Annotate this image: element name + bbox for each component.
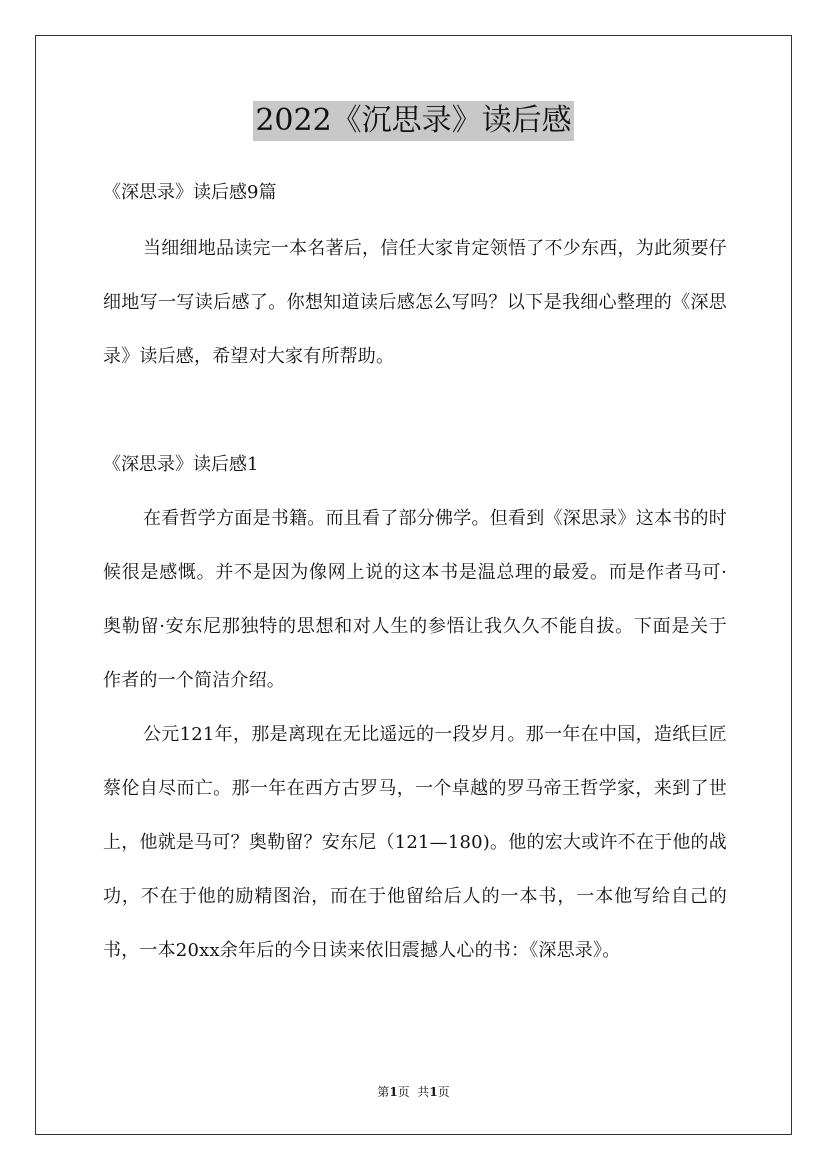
section1-paragraph-1: 在看哲学方面是书籍。而且看了部分佛学。但看到《深思录》这本书的时候很是感慨。并不是因为像网上说的这本书是温总理的最爱。而是作者马可·奥勒留·安东尼那独特的思想和对人生的参悟让我久久不能自拔。下面是关于作者的一个简洁介绍。 <box>103 508 727 691</box>
footer-page-suffix: 页 <box>437 1085 450 1099</box>
intro-heading: 《深思录》读后感9篇 <box>103 182 277 203</box>
page-footer <box>0 1083 827 1101</box>
section1-body <box>103 492 727 978</box>
section1-paragraph-2: 公元121年，那是离现在无比遥远的一段岁月。那一年在中国，造纸巨匠蔡伦自尽而亡。那一年在西方古罗马，一个卓越的罗马帝王哲学家，来到了世上，他就是马可？奥勒留？安东尼（121—180)。他的宏大或许不在于他的战功，不在于他的励精图治，而在于他留给后人的一本书，一本他写给自己的书，一本20xx余年后的今日读来依旧震撼人心的书：《深思录》。 <box>103 724 727 961</box>
document-title-text: 2022《沉思录》读后感 <box>253 101 573 141</box>
footer-page-prefix: 第 <box>377 1085 390 1099</box>
footer-page-mid: 页 共 <box>397 1085 430 1099</box>
footer-page-total: 1 <box>429 1085 438 1099</box>
footer-page-current: 1 <box>389 1085 398 1099</box>
section1-heading: 《深思录》读后感1 <box>103 454 259 475</box>
intro-paragraph-block <box>103 222 727 384</box>
intro-paragraph: 当细细地品读完一本名著后，信任大家肯定领悟了不少东西，为此须要仔细地写一写读后感了。你想知道读后感怎么写吗？以下是我细心整理的《深思录》读后感，希望对大家有所帮助。 <box>103 238 727 367</box>
document-title <box>0 100 827 141</box>
